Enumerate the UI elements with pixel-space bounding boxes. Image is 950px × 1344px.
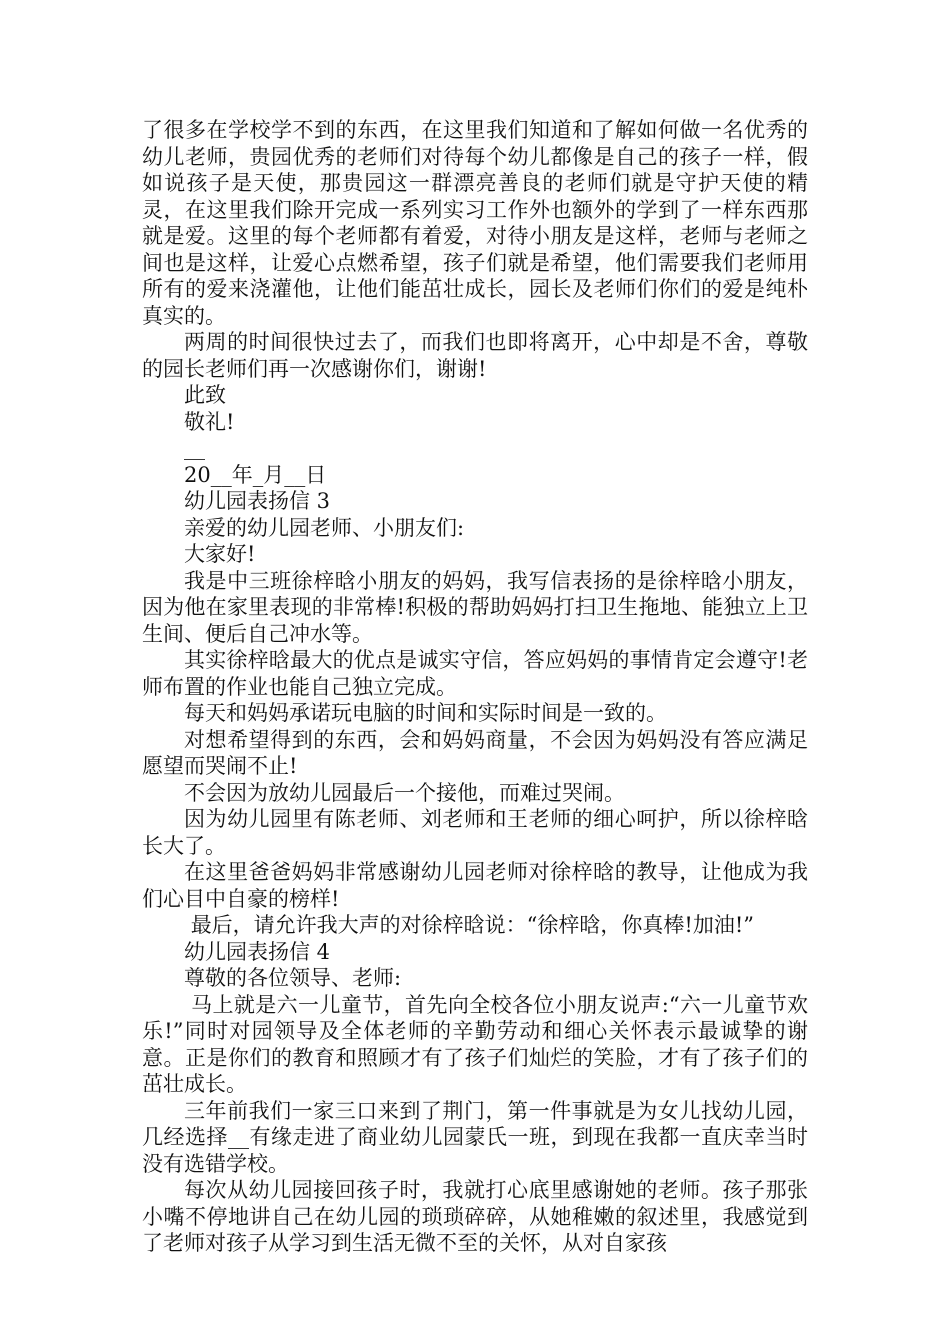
- paragraph: 每天和妈妈承诺玩电脑的时间和实际时间是一致的。: [184, 701, 667, 725]
- paragraph: 我是中三班徐梓晗小朋友的妈妈，我写信表扬的是徐梓晗小朋友，因为他在家里表现的非常棒!积极的帮助妈妈打扫卫生拖地、能独立上卫生间、便后自己冲水等。: [142, 568, 808, 646]
- paragraph: 对想希望得到的东西，会和妈妈商量，不会因为妈妈没有答应满足愿望而哭闹不止!: [142, 727, 808, 778]
- paragraph: 每次从幼儿园接回孩子时，我就打心底里感谢她的老师。孩子那张小嘴不停地讲自己在幼儿园的琐琐碎碎，从她稚嫩的叙述里，我感觉到了老师对孩子从学习到生活无微不至的关怀，从对自家孩: [142, 1178, 808, 1255]
- paragraph: 大家好!: [184, 542, 256, 566]
- paragraph: 在这里爸爸妈妈非常感谢幼儿园老师对徐梓晗的教导，让他成为我们心目中自豪的榜样!: [142, 860, 808, 911]
- paragraph: 敬礼!: [184, 409, 235, 434]
- paragraph: 尊敬的各位领导、老师:: [184, 966, 402, 990]
- paragraph: 幼儿园表扬信 3: [184, 489, 331, 513]
- paragraph: 此致: [184, 383, 226, 407]
- paragraph: 马上就是六一儿童节，首先向全校各位小朋友说声:“六一儿童节欢乐!”同时对园领导及全体老师的辛勤劳动和细心关怀表示最诚挚的谢意。正是你们的教育和照顾才有了孩子们灿烂的笑脸，才有了孩子们的茁壮成长。: [142, 992, 808, 1096]
- paragraph: 其实徐梓晗最大的优点是诚实守信，答应妈妈的事情肯定会遵守!老师布置的作业也能自己独立完成。: [142, 648, 808, 699]
- paragraph: 20__年_月__日: [184, 462, 327, 487]
- paragraph: 不会因为放幼儿园最后一个接他，而难过哭闹。: [184, 780, 625, 805]
- paragraph: 幼儿园表扬信 4: [184, 939, 331, 964]
- paragraph: 因为幼儿园里有陈老师、刘老师和王老师的细心呵护，所以徐梓晗长大了。: [142, 807, 808, 858]
- paragraph: 了很多在学校学不到的东西，在这里我们知道和了解如何做一名优秀的幼儿老师，贵园优秀的老师们对待每个幼儿都像是自己的孩子一样，假如说孩子是天使，那贵园这一群漂亮善良的老师们就是守护天使的精灵，在这里我们除开完成一系列实习工作外也额外的学到了一样东西那就是爱。这里的每个老师都有着爱，对待小朋友是这样，老师与老师之间也是这样，让爱心点燃希望，孩子们就是希望，他们需要我们老师用所有的爱来浇灌他，让他们能茁壮成长，园长及老师们你们的爱是纯朴真实的。: [142, 118, 808, 328]
- document-page: [142, 117, 808, 1257]
- paragraph: __: [184, 436, 205, 460]
- paragraph: 两周的时间很快过去了，而我们也即将离开，心中却是不舍，尊敬的园长老师们再一次感谢你们，谢谢!: [142, 330, 808, 381]
- paragraph: 亲爱的幼儿园老师、小朋友们:: [184, 515, 465, 540]
- paragraph: 最后，请允许我大声的对徐梓晗说：“徐梓晗，你真棒!加油!”: [184, 913, 755, 937]
- paragraph: 三年前我们一家三口来到了荆门，第一件事就是为女儿找幼儿园，几经选择__有缘走进了商业幼儿园蒙氏一班，到现在我都一直庆幸当时没有选错学校。: [142, 1098, 808, 1176]
